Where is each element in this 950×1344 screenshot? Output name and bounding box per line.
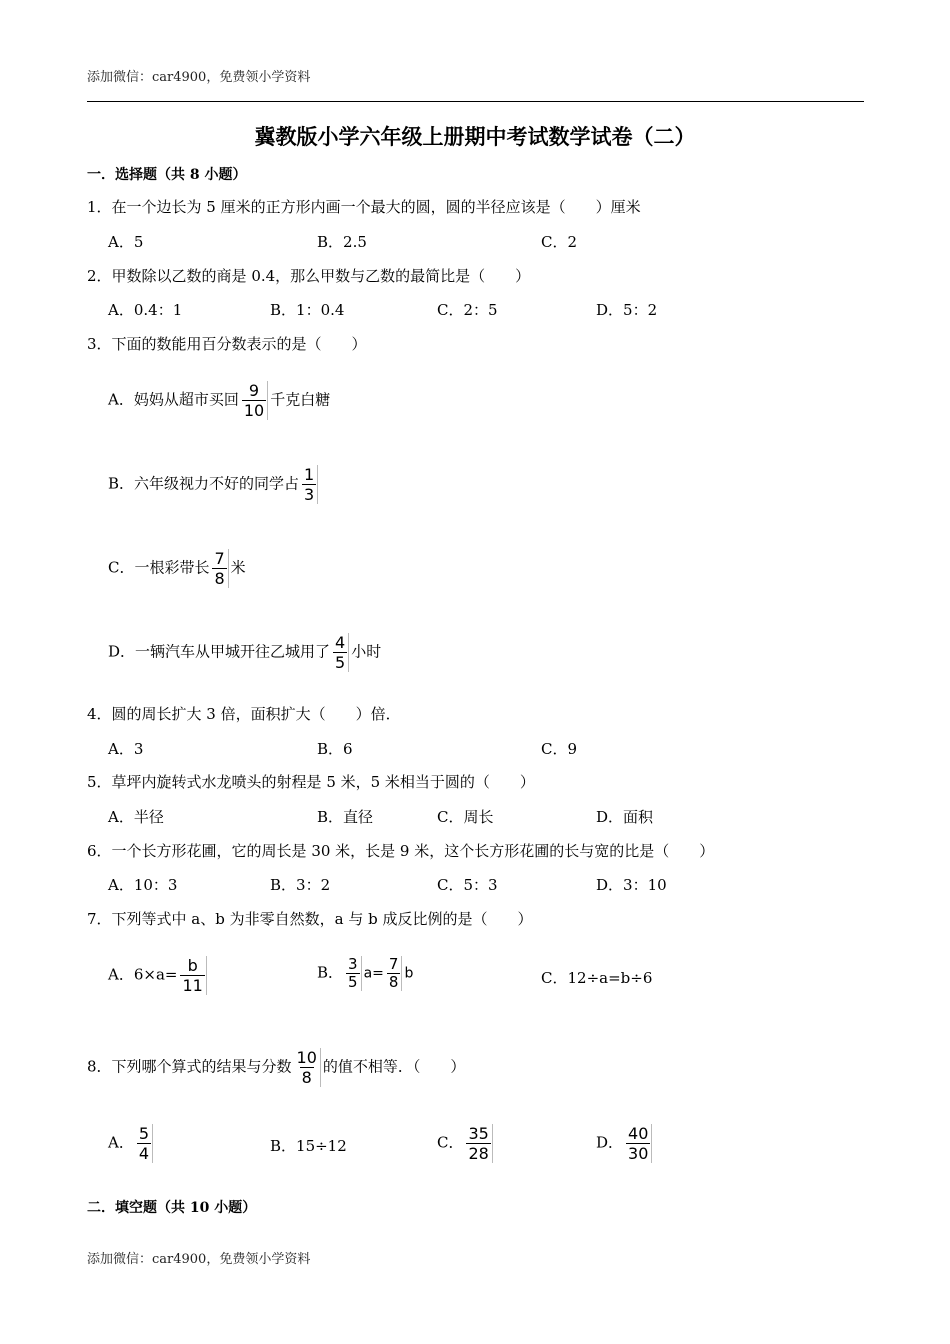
q3-a-suffix: 千克白糖 <box>270 390 331 409</box>
question-4: 4．圆的周长扩大 3 倍，面积扩大（ ）倍． <box>87 705 401 723</box>
q7-b-label: B． <box>317 963 344 982</box>
q8-option-a[interactable] <box>108 1124 155 1163</box>
q6-option-a[interactable]: A．10：3 <box>108 876 178 894</box>
q7-a-text: A．6×a= <box>108 965 178 984</box>
q8-text: 8．下列哪个算式的结果与分数 <box>87 1057 292 1076</box>
section-heading-choice: 一．选择题（共 8 小题） <box>87 167 247 183</box>
footer-note: 添加微信：car4900，免费领小学资料 <box>87 1252 311 1267</box>
q8-a-label: A． <box>108 1133 134 1152</box>
fraction <box>345 956 362 991</box>
fraction-numerator: 7 <box>214 549 225 568</box>
fraction-numerator: 9 <box>248 381 260 400</box>
q1-option-a[interactable]: A．5 <box>108 233 144 251</box>
fraction-denominator: 30 <box>628 1144 649 1163</box>
q4-option-b[interactable]: B．6 <box>317 740 353 758</box>
q4-option-a[interactable]: A．3 <box>108 740 144 758</box>
q5-option-c[interactable]: C．周长 <box>437 808 494 826</box>
q5-option-d[interactable]: D．面积 <box>596 808 654 826</box>
fraction-denominator: 11 <box>182 976 203 995</box>
header-rule <box>87 101 864 102</box>
fraction <box>332 633 349 672</box>
q3-c-text: C．一根彩带长 <box>108 558 210 577</box>
fraction <box>301 465 318 504</box>
q8-option-d[interactable] <box>596 1124 654 1163</box>
question-8 <box>87 1048 465 1087</box>
q3-option-a[interactable] <box>108 381 330 420</box>
q3-option-c[interactable] <box>108 549 246 588</box>
question-2: 2．甲数除以乙数的商是 0.4，那么甲数与乙数的最简比是（ ） <box>87 267 531 285</box>
q7-b-middle: a= <box>363 965 384 982</box>
fraction <box>294 1048 321 1087</box>
section-heading-fill: 二．填空题（共 10 小题） <box>87 1200 257 1216</box>
q2-option-d[interactable]: D．5：2 <box>596 301 658 319</box>
question-6: 6．一个长方形花圃，它的周长是 30 米，长是 9 米，这个长方形花圃的长与宽的比是（ ） <box>87 842 715 860</box>
fraction-denominator: 10 <box>243 401 265 420</box>
q1-option-b[interactable]: B．2.5 <box>317 233 367 251</box>
fraction-denominator: 8 <box>301 1068 312 1087</box>
q6-option-b[interactable]: B．3：2 <box>270 876 331 894</box>
fraction-denominator: 28 <box>468 1144 489 1163</box>
fraction <box>241 381 268 420</box>
fraction-numerator: 40 <box>628 1124 649 1143</box>
fraction <box>465 1124 492 1163</box>
q3-c-suffix: 米 <box>230 558 246 577</box>
fraction-numerator: 7 <box>388 955 399 973</box>
q2-option-b[interactable]: B．1：0.4 <box>270 301 345 319</box>
q3-option-b[interactable] <box>108 465 320 504</box>
q5-option-a[interactable]: A．半径 <box>108 808 164 826</box>
question-1: 1．在一个边长为 5 厘米的正方形内画一个最大的圆，圆的半径应该是（ ）厘米 <box>87 198 641 216</box>
q7-option-c[interactable]: C．12÷a=b÷6 <box>541 969 653 987</box>
q4-option-c[interactable]: C．9 <box>541 740 578 758</box>
fraction-numerator: 10 <box>296 1048 317 1067</box>
fraction-denominator: 8 <box>214 569 225 588</box>
fraction-denominator: 4 <box>138 1144 150 1163</box>
q7-b-suffix: b <box>404 965 414 982</box>
q2-option-c[interactable]: C．2：5 <box>437 301 498 319</box>
q6-option-c[interactable]: C．5：3 <box>437 876 498 894</box>
q5-option-b[interactable]: B．直径 <box>317 808 374 826</box>
question-5: 5．草坪内旋转式水龙喷头的射程是 5 米，5 米相当于圆的（ ） <box>87 773 535 791</box>
fraction <box>179 956 206 995</box>
q3-a-text: A．妈妈从超市买回 <box>108 390 239 409</box>
fraction-numerator: 5 <box>138 1124 150 1143</box>
fraction-denominator: 3 <box>304 485 315 504</box>
q3-d-text: D．一辆汽车从甲城开往乙城用了 <box>108 642 331 661</box>
q3-d-suffix: 小时 <box>351 642 382 661</box>
fraction-denominator: 8 <box>388 973 399 991</box>
fraction-numerator: 3 <box>348 955 358 973</box>
header-note: 添加微信：car4900，免费领小学资料 <box>87 70 311 85</box>
q8-d-label: D． <box>596 1133 624 1152</box>
fraction <box>136 1124 153 1163</box>
fraction <box>386 956 403 991</box>
q3-b-text: B．六年级视力不好的同学占 <box>108 474 300 493</box>
question-3: 3．下面的数能用百分数表示的是（ ） <box>87 335 367 353</box>
fraction-denominator: 5 <box>348 973 358 991</box>
fraction <box>211 549 228 588</box>
q8-option-b[interactable]: B．15÷12 <box>270 1137 347 1155</box>
q7-option-b[interactable] <box>317 956 413 991</box>
q3-option-d[interactable] <box>108 633 381 672</box>
q6-option-d[interactable]: D．3：10 <box>596 876 667 894</box>
q2-option-a[interactable]: A．0.4：1 <box>108 301 183 319</box>
q8-option-c[interactable] <box>437 1124 495 1163</box>
fraction-numerator: 1 <box>304 465 315 484</box>
fraction-denominator: 5 <box>335 653 346 672</box>
q8-suffix: 的值不相等．（ ） <box>322 1057 466 1076</box>
fraction-numerator: 4 <box>335 633 346 652</box>
q7-option-a[interactable] <box>108 956 209 995</box>
page-title: 冀教版小学六年级上册期中考试数学试卷（二） <box>254 124 696 149</box>
q8-c-label: C． <box>437 1133 464 1152</box>
question-7: 7．下列等式中 a、b 为非零自然数，a 与 b 成反比例的是（ ） <box>87 910 533 928</box>
fraction <box>625 1124 652 1163</box>
fraction-numerator: 35 <box>468 1124 489 1143</box>
q1-option-c[interactable]: C．2 <box>541 233 578 251</box>
fraction-numerator: b <box>187 956 198 975</box>
